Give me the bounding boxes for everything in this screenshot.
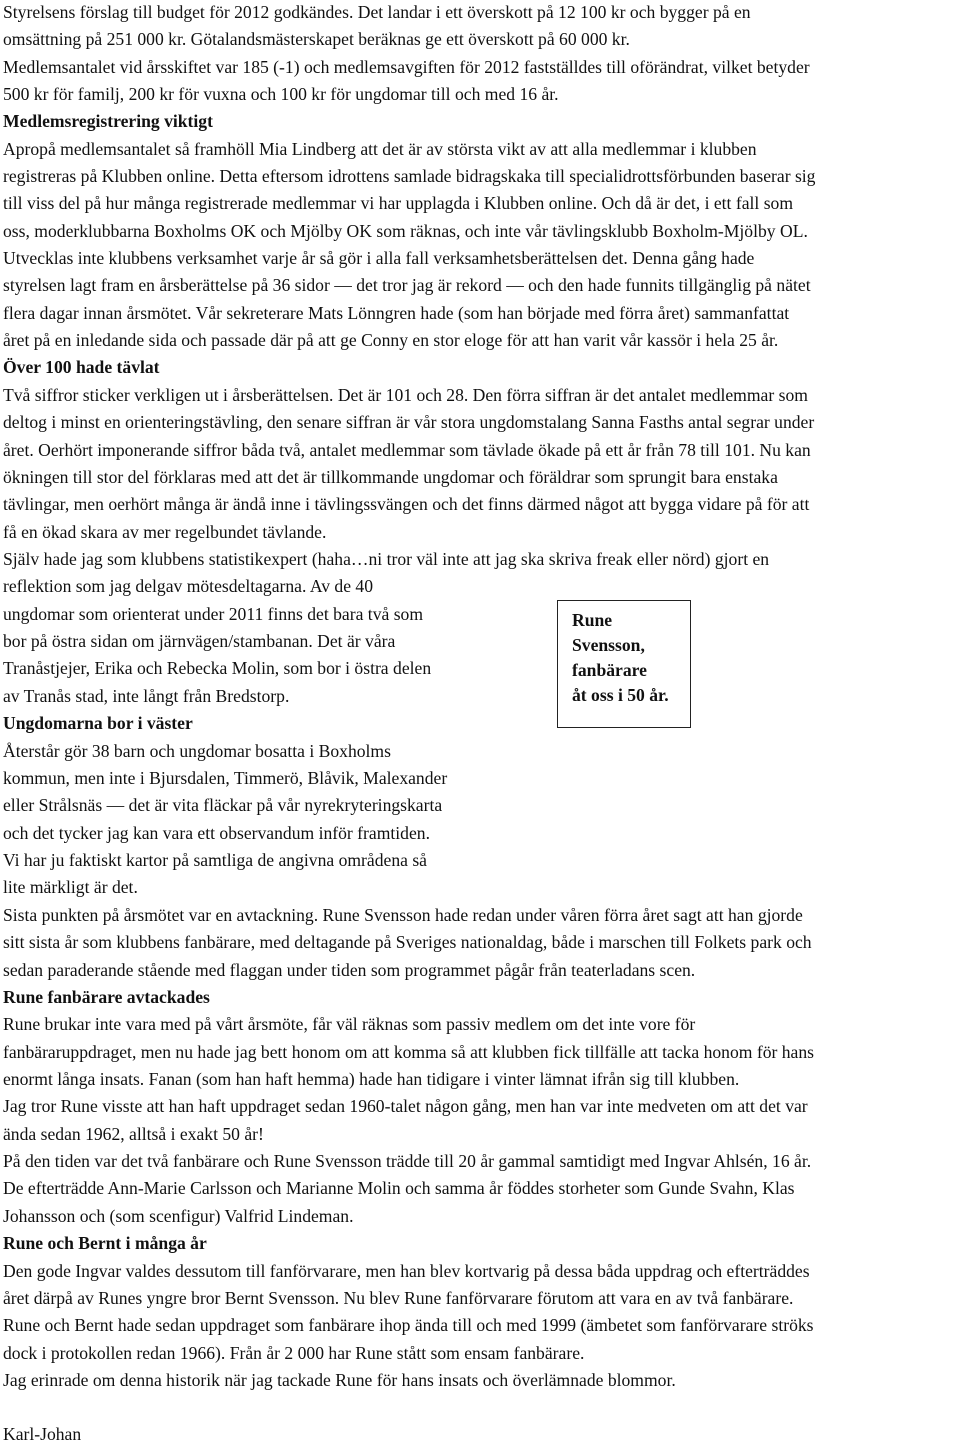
text-line: oss, moderklubbarna Boxholms OK och Mjölby OK som räknas, och inte vår tävlingsklubb Boxholm-Mjölby OL. [3,221,808,241]
text-line: till viss del på hur många registrerade medlemmar vi har upplagda i Klubben online. Och då är det, i ett fall som [3,193,794,213]
text-line: Återstår gör 38 barn och ungdomar bosatta i Boxholms [3,741,391,761]
text-line: året därpå av Runes yngre bror Bernt Svensson. Nu blev Rune fanförvarare förutom att vara en av två fanbärare. [3,1288,794,1308]
text-line: och det tycker jag kan vara ett observandum inför framtiden. [3,823,430,843]
text-line: få en ökad skara av mer regelbundet tävlande. [3,522,327,542]
text-line: Den gode Ingvar valdes dessutom till fanförvarare, men han blev kortvarig på dessa båda uppdrag och efterträddes [3,1261,810,1281]
text-line: året. Oerhört imponerande siffror båda två, antalet medlemmar som tävlade ökade på ett år från 78 till 101. Nu kan [3,440,811,460]
text-line: På den tiden var det två fanbärare och Rune Svensson trädde till 20 år gammal samtidigt med Ingvar Ahlsén, 16 år. [3,1151,812,1171]
text-line: Vi har ju faktiskt kartor på samtliga de angivna områdena så [3,850,427,870]
section-heading: Medlemsregistrering viktigt [3,111,213,131]
text-line: ända sedan 1962, alltså i exakt 50 år! [3,1124,264,1144]
section-heading: Över 100 hade tävlat [3,357,160,377]
text-line: Apropå medlemsantalet så framhöll Mia Lindberg att det är av största vikt av att alla medlemmar i klubben [3,139,757,159]
text-line: omsättning på 251 000 kr. Götalandsmästerskapet beräknas ge ett överskott på 60 000 kr. [3,29,630,49]
text-line: flera dagar innan årsmötet. Vår sekreterare Mats Lönngren hade (som han började med förra året) sammanfattat [3,303,790,323]
text-line: Tranåstjejer, Erika och Rebecka Molin, som bor i östra delen [3,658,432,678]
text-line: Medlemsantalet vid årsskiftet var 185 (-1) och medlemsavgiften för 2012 fastställdes till oförändrat, vilket betyder [3,57,810,77]
text-line: tävlingar, men oerhört många är ändå inne i tävlingssvängen och det finns därmed något att bygga vidare på för att [3,494,810,514]
text-line: Rune och Bernt hade sedan uppdraget som fanbärare ihop ända till och med 1999 (ämbetet som fanförvarare ströks [3,1315,814,1335]
text-line: dock i protokollen redan 1966). Från år 2 000 har Rune stått som ensam fanbärare. [3,1343,585,1363]
text-line: sedan paraderande stående med flaggan under tiden som programmet pågår från teaterladans scen. [3,960,696,980]
text-line: Jag erinrade om denna historik när jag tackade Rune för hans insats och överlämnade blommor. [3,1370,676,1390]
author-signature: Karl-Johan [3,1424,82,1444]
text-line: av Tranås stad, inte långt från Bredstorp. [3,686,290,706]
text-line: Styrelsens förslag till budget för 2012 godkändes. Det landar i ett överskott på 12 100 kr och bygger på en [3,2,751,22]
text-line: Rune brukar inte vara med på vårt årsmöte, får väl räknas som passiv medlem om det inte vore för [3,1014,696,1034]
text-line: reflektion som jag delgav mötesdeltagarna. Av de 40 [3,576,374,596]
text-line: deltog i minst en orienteringstävling, den senare siffran är vår stora ungdomstalang Sanna Fasths antal segrar under [3,412,815,432]
text-line: eller Strålsnäs — det är vita fläckar på vår nyrekryteringskarta [3,795,443,815]
text-line: året på en inledande sida och passade där på att ge Conny en stor eloge för att han varit vår kassör i hela 25 år. [3,330,779,350]
section-heading: Rune och Bernt i många år [3,1233,207,1253]
text-line: Jag tror Rune visste att han haft uppdraget sedan 1960-talet någon gång, men han var inte medveten om att det var [3,1096,808,1116]
caption-line: Rune [572,610,613,630]
text-line: Två siffror sticker verkligen ut i årsberättelsen. Det är 101 och 28. Den förra siffran är det antalet medlemmar som [3,385,808,405]
text-line: styrelsen lagt fram en årsberättelse på 36 sidor — det tror jag är rekord — och den hade funnits tillgänglig på nätet [3,275,811,295]
text-line: fanbäraruppdraget, men nu hade jag bett honom om att komma så att klubben fick tillfälle att tacka honom för hans [3,1042,815,1062]
text-line: kommun, men inte i Bjursdalen, Timmerö, Blåvik, Malexander [3,768,448,788]
text-line: 500 kr för familj, 200 kr för vuxna och 100 kr för ungdomar till och med 16 år. [3,84,559,104]
photo-caption-box [557,600,691,728]
section-heading: Ungdomarna bor i väster [3,713,193,733]
text-line: bor på östra sidan om järnvägen/stambanan. Det är våra [3,631,396,651]
text-line: Sista punkten på årsmötet var en avtackning. Rune Svensson hade redan under våren förra året sagt att han gjorde [3,905,803,925]
text-line: registreras på Klubben online. Detta eftersom idrottens samlade bidragskaka till specialidrottsförbunden baserar sig [3,166,816,186]
caption-line: Svensson, [572,635,645,655]
text-line: ökningen till stor del förklaras med att det är tillkommande ungdomar och föräldrar som sprungit bara enstaka [3,467,778,487]
text-line: lite märkligt är det. [3,877,138,897]
text-line: Johansson och (som scenfigur) Valfrid Lindeman. [3,1206,354,1226]
section-heading: Rune fanbärare avtackades [3,987,210,1007]
text-line: enormt långa insats. Fanan (som han haft hemma) hade han tidigare i vinter lämnat ifrån sig till klubben. [3,1069,740,1089]
caption-line: fanbärare [572,660,647,680]
text-line: sitt sista år som klubbens fanbärare, med deltagande på Sveriges nationaldag, både i marschen till Folkets park och [3,932,812,952]
caption-line: åt oss i 50 år. [572,685,669,705]
text-line: Utvecklas inte klubbens verksamhet varje år så gör i alla fall verksamhetsberättelsen det. Denna gång hade [3,248,755,268]
text-line: Själv hade jag som klubbens statistikexpert (haha…ni tror väl inte att jag ska skriva freak eller nörd) gjort en [3,549,770,569]
text-line: De efterträdde Ann-Marie Carlsson och Marianne Molin och samma år föddes storheter som Gunde Svahn, Klas [3,1178,795,1198]
text-line: ungdomar som orienterat under 2011 finns det bara två som [3,604,424,624]
